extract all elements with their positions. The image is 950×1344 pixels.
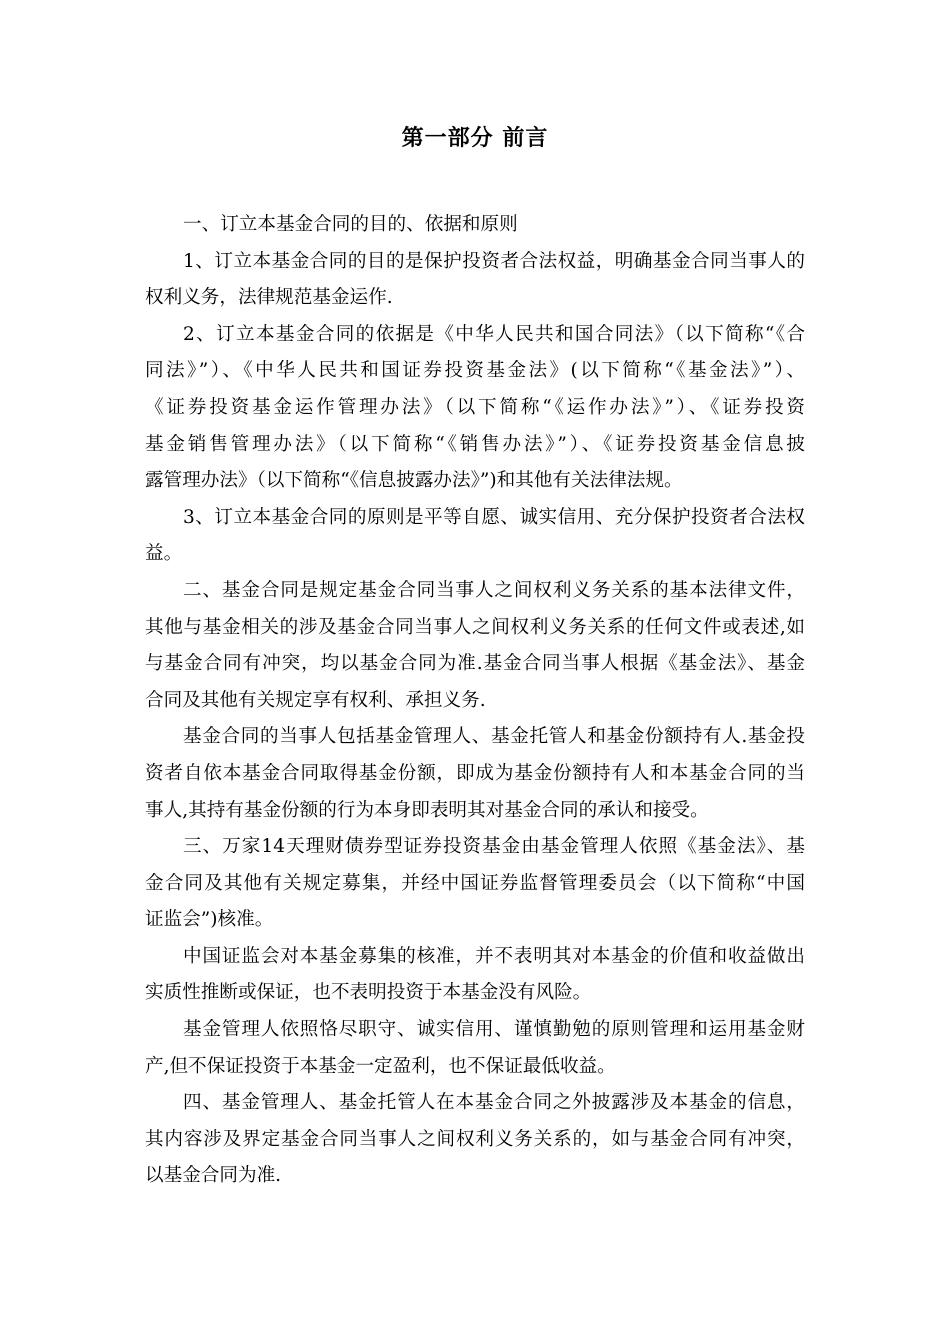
paragraph-line: 1、订立本基金合同的目的是保护投资者合法权益，明确基金合同当事人的 [183,250,805,272]
paragraph-line: 事人,其持有基金份额的行为本身即表明其对基金合同的承认和接受。 [145,799,709,821]
paragraph-line: 二、基金合同是规定基金合同当事人之间权利义务关系的基本法律文件， [183,579,805,601]
paragraph-line: 产,但不保证投资于本基金一定盈利，也不保证最低收益。 [145,1055,616,1077]
paragraph-line: 三、万家14天理财债券型证券投资基金由基金管理人依照《基金法》、基 [183,836,805,858]
paragraph-line: 露管理办法》（以下简称“《信息披露办法》”)和其他有关法律法规。 [145,470,683,492]
paragraph [145,573,805,719]
paragraph-line: 2、订立本基金合同的依据是《中华人民共和国合同法》（以下简称“《合 [183,323,805,345]
page-title: 第一部分 前言 [401,125,549,151]
paragraph-line: 实质性推断或保证，也不表明投资于本基金没有风险。 [145,982,592,1004]
paragraph-line: 证监会”)核准。 [145,909,274,931]
document-body [145,207,805,1195]
paragraph-line: 一、订立本基金合同的目的、依据和原则 [183,214,518,235]
paragraph [145,1085,805,1195]
paragraph-line: 资者自依本基金合同取得基金份额，即成为基金份额持有人和本基金合同的当 [145,762,805,784]
paragraph-line: 其他与基金相关的涉及基金合同当事人之间权利义务关系的任何文件或表述,如 [145,616,805,638]
paragraph-line: 基金管理人依照恪尽职守、诚实信用、谨慎勤勉的原则管理和运用基金财 [183,1019,805,1041]
paragraph [145,317,805,500]
paragraph-line: 其内容涉及界定基金合同当事人之间权利义务关系的，如与基金合同有冲突， [145,1128,805,1150]
paragraph-line: 基金销售管理办法》（以下简称“《销售办法》”）、《证券投资基金信息披 [145,433,805,455]
paragraph [145,829,805,939]
paragraph-line: 合同及其他有关规定享有权利、承担义务. [145,689,486,711]
paragraph [145,719,805,829]
paragraph [145,244,805,317]
paragraph-line: 以基金合同为准. [145,1165,282,1187]
paragraph [145,207,805,244]
paragraph [145,500,805,573]
paragraph-line: 金合同及其他有关规定募集，并经中国证券监督管理委员会（以下简称“中国 [145,872,805,894]
paragraph-line: 四、基金管理人、基金托管人在本基金合同之外披露涉及本基金的信息， [183,1092,805,1114]
paragraph [145,1012,805,1085]
paragraph-line: 益。 [145,543,183,565]
paragraph-line: 权利义务，法律规范基金运作. [145,287,393,309]
paragraph-line: 同法》”）、《中华人民共和国证券投资基金法》(以下简称“《基金法》”）、 [145,360,805,382]
paragraph-line: 基金合同的当事人包括基金管理人、基金托管人和基金份额持有人.基金投 [183,726,805,748]
paragraph [145,939,805,1012]
paragraph-line: 3、订立本基金合同的原则是平等自愿、诚实信用、充分保护投资者合法权 [183,506,805,528]
paragraph-line: 中国证监会对本基金募集的核准，并不表明其对本基金的价值和收益做出 [183,945,805,967]
paragraph-line: 《证券投资基金运作管理办法》（以下简称“《运作办法》”）、《证券投资 [145,396,805,418]
paragraph-line: 与基金合同有冲突，均以基金合同为准.基金合同当事人根据《基金法》、基金 [145,653,805,675]
